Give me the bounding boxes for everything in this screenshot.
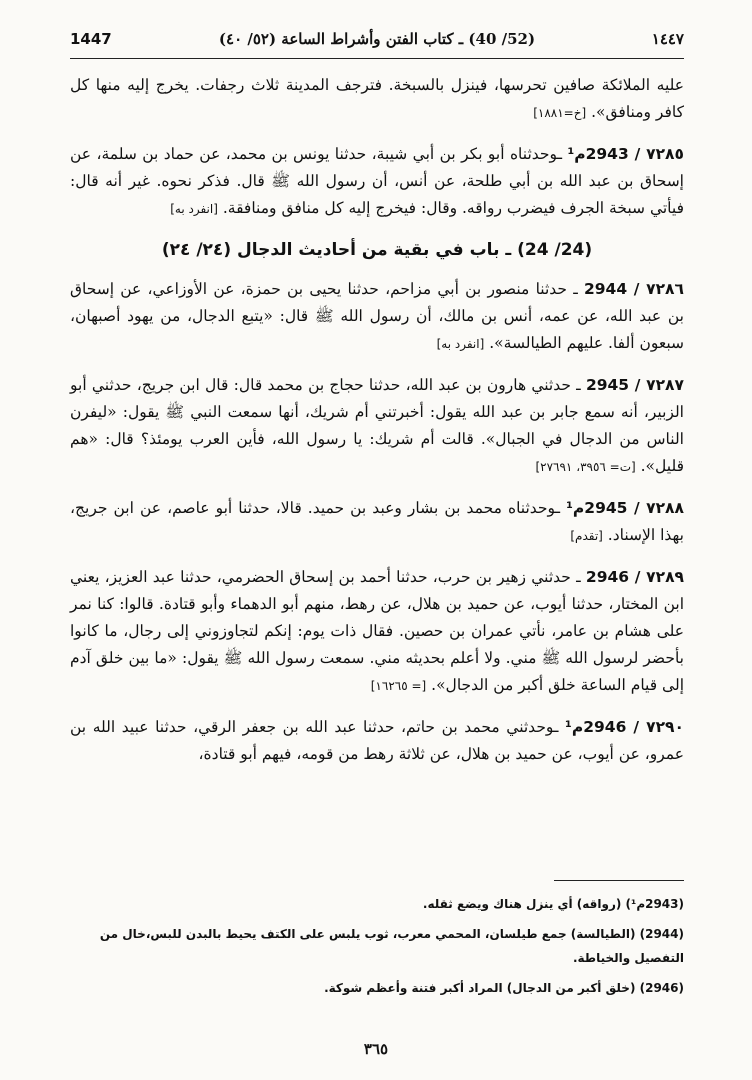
hadith-paragraph — [70, 372, 684, 481]
hadith-paragraph — [70, 141, 684, 223]
hadith-reference: [تقدم] — [570, 529, 603, 543]
hadith-paragraph — [70, 72, 684, 127]
hadith-reference: [= ١٦٢٦٥] — [370, 679, 427, 693]
hadith-number: ٧٢٨٧ / 2945 — [585, 376, 684, 394]
hadith-paragraph — [70, 495, 684, 550]
header-page-number-latin: 1447 — [70, 30, 112, 48]
page-footer-number: ٣٦٥ — [363, 1040, 389, 1058]
hadith-text: عليه الملائكة صافين تحرسها، فينزل بالسبخة. فترجف المدينة ثلاث رجفات. يخرج إليه منها كل كافر ومنافق». — [70, 76, 684, 121]
chapter-heading: (24/ 24) ـ باب في بقية من أحاديث الدجال (٢٤/ ٢٤) — [161, 240, 593, 260]
hadith-text: ـوحدثني محمد بن حاتم، حدثنا عبد الله بن جعفر الرقي، حدثنا عبيد الله بن عمرو، عن أيوب، عن حميد بن هلال، عن ثلاثة رهط من قومه، فيهم أبو قتادة، — [70, 718, 684, 763]
hadith-number: ٧٢٨٥ / 2943م¹ — [567, 145, 684, 163]
footnote: (2946) (خلق أكبر من الدجال) المراد أكبر فتنة وأعظم شوكة. — [324, 981, 684, 995]
hadith-paragraph — [70, 276, 684, 358]
hadith-number: ٧٢٨٦ / 2944 — [583, 280, 684, 298]
hadith-number: ٧٢٩٠ / 2946م¹ — [565, 718, 684, 736]
hadith-text: ـوحدثناه محمد بن بشار وعبد بن حميد. قالا، حدثنا أبو عاصم، عن ابن جريج، بهذا الإسناد. — [70, 499, 684, 544]
footnote: (2944) (الطيالسة) جمع طيلسان، المحمي معرب، ثوب يلبس على الكتف يحيط بالبدن للبس،خال من التفصيل والخياطة. — [99, 927, 684, 965]
footnote: (2943م¹) (رواقه) أي ينزل هناك ويضع ثقله. — [422, 897, 684, 911]
main-text — [70, 72, 684, 782]
hadith-paragraph — [70, 564, 684, 700]
hadith-reference: [انفرد به] — [170, 202, 218, 216]
footnotes — [70, 892, 684, 1006]
header-page-number-arabic: ١٤٤٧ — [651, 30, 684, 48]
footnote-divider — [554, 880, 684, 881]
hadith-text: ـ حدثني زهير بن حرب، حدثنا أحمد بن إسحاق الحضرمي، حدثنا عبد العزيز، يعني ابن المختار، حدثنا أيوب، عن حميد بن هلال، عن رهط، منهم أبو الدهماء وأبو قتادة. قالوا: كنا نمر على هشام بن عامر، نأتي عمران بن حصين. فقال ذات يوم: إنكم لتجاوزوني إلى رجال، ما كانوا بأحضر لرسول الله ﷺ مني. ولا أعلم بحديثه مني. سمعت رسول الله ﷺ يقول: «ما بين خلق آدم إلى قيام الساعة خلق أكبر من الدجال». — [70, 568, 684, 694]
hadith-reference: [ت= ٣٩٥٦، ٢٧٦٩١] — [535, 460, 636, 474]
hadith-text: ـوحدثناه أبو بكر بن أبي شيبة، حدثنا يونس بن محمد، عن حماد بن سلمة، عن إسحاق بن عبد الله بن أبي طلحة، عن أنس، أن رسول الله ﷺ قال. فذكر نحوه. غير أنه قال: فيأتي سبخة الجرف فيضرب رواقه. وقال: فيخرج إليه كل منافق ومنافقة. — [70, 145, 684, 217]
hadith-number: ٧٢٨٨ / 2945م¹ — [566, 499, 684, 517]
page-header — [70, 28, 684, 59]
hadith-text: ـ حدثني هارون بن عبد الله، حدثنا حجاج بن محمد قال: قال ابن جريج، حدثني أبو الزبير، أنه سمع جابر بن عبد الله يقول: أخبرتني أم شريك، أنها سمعت النبي ﷺ يقول: «ليفرن الناس من الدجال في الجبال». قالت أم شريك: يا رسول الله، فأين العرب يومئذ؟ قال: «هم قليل». — [70, 376, 684, 475]
hadith-text: ـ حدثنا منصور بن أبي مزاحم، حدثنا يحيى بن حمزة، عن الأوزاعي، عن إسحاق بن عبد الله، عن عمه، أنس بن مالك، أن رسول الله ﷺ قال: «يتبع الدجال، من يهود أصبهان، سبعون ألفا. عليهم الطيالسة». — [70, 280, 684, 352]
hadith-reference: [خ=١٨٨١] — [533, 106, 587, 120]
hadith-reference: [انفرد به] — [436, 337, 485, 351]
header-title: (52/ 40) ـ كتاب الفتن وأشراط الساعة (٥٢/ ٤٠) — [218, 30, 536, 48]
hadith-paragraph — [70, 714, 684, 768]
hadith-number: ٧٢٨٩ / 2946 — [585, 568, 684, 586]
